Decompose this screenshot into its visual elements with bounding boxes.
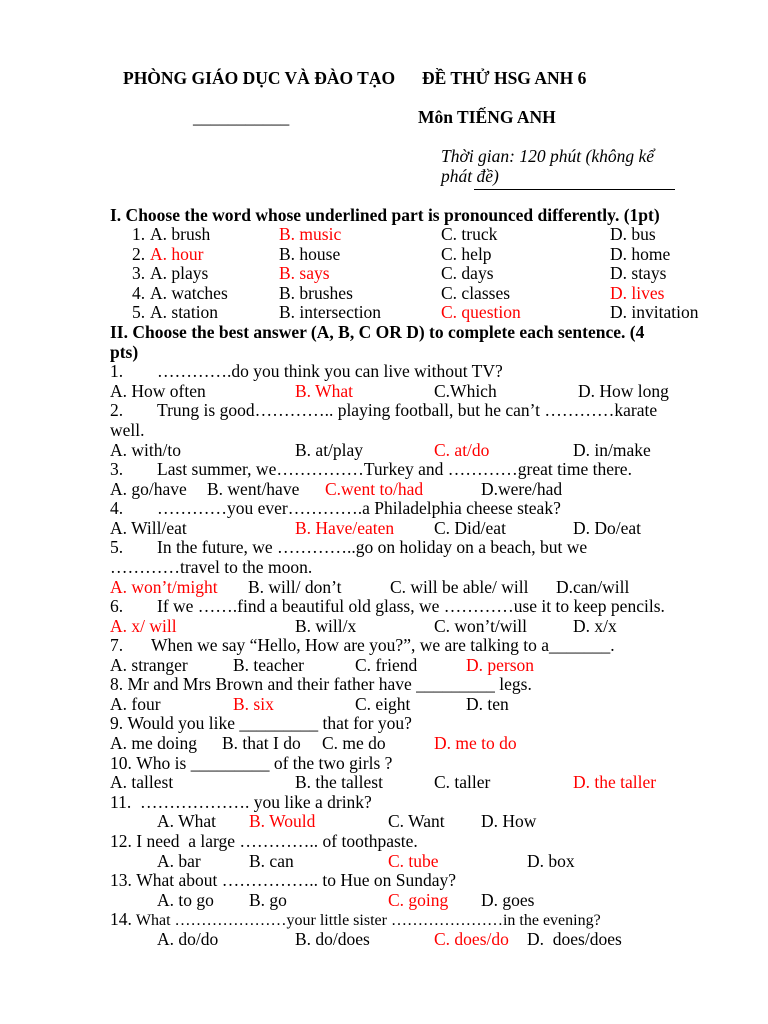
option-d: D. x/x [573,616,617,636]
option-d: D. me to do [434,733,517,753]
section-1-title: I. Choose the word whose underlined part is pronounced differently. (1pt) [110,205,660,225]
question-line [110,870,456,890]
question-number: 5. [132,302,146,322]
option-c: C. Did/eat [434,518,506,538]
option-a: A. do/do [157,929,219,949]
question-stem: Trung is good………….. playing football, but he can’t …………karate [157,400,658,420]
option-b: B. at/play [295,440,364,460]
question-line [110,674,532,694]
question-stem: Who is _________ of the two girls ? [136,753,393,773]
option-d: D. invitation [610,302,699,322]
option-b: B. teacher [233,655,304,675]
option-c: C. going [388,890,449,910]
underline-rule [474,189,675,190]
option-c: C.Which [434,381,497,401]
time-limit-line-2: phát đề) [441,166,499,186]
question-number: 10. [110,753,132,773]
question-stem: When we say “Hello, How are you?”, we are talking to a_______. [151,635,615,655]
question-number: 7. [110,635,124,655]
option-a: A. Will/eat [110,518,187,538]
question-line [110,753,392,773]
option-b: B. house [279,244,341,264]
option-d: D. lives [610,283,665,303]
question-line [110,909,601,931]
question-stem: …………you ever………….a Philadelphia cheese steak? [157,498,561,518]
option-c: C. will be able/ will [390,577,529,597]
question-number: 14. [110,909,132,929]
option-c: C. question [441,302,521,322]
exam-title: ĐỀ THỬ HSG ANH 6 [422,68,587,88]
option-c: C. days [441,263,494,283]
question-stem-continued: …………travel to the moon. [110,557,313,577]
option-a: A. brush [150,224,211,244]
option-a: A. with/to [110,440,181,460]
question-stem: Last summer, we……………Turkey and …………great time there. [157,459,632,479]
option-a: A. plays [150,263,209,283]
question-stem: I need a large ………….. of toothpaste. [136,831,418,851]
question-stem: ………………. you like a drink? [139,792,372,812]
question-number: 2. [110,400,124,420]
question-stem: ………….do you think you can live without TV? [157,361,503,381]
question-stem: Would you like _________ that for you? [127,713,412,733]
option-c: C. taller [434,772,491,792]
option-c: C. tube [388,851,439,871]
blank-line: ___________ [193,107,290,127]
option-b: B. Have/eaten [295,518,395,538]
option-a: A. to go [157,890,214,910]
option-a: A. watches [150,283,228,303]
option-b: B. will/x [295,616,357,636]
option-a: A. bar [157,851,201,871]
option-a: A. won’t/might [110,577,218,597]
option-c: C. friend [355,655,418,675]
question-line [110,713,412,733]
question-number: 9. [110,713,124,733]
option-a: A. four [110,694,161,714]
option-d: D. bus [610,224,656,244]
option-d: D. How [481,811,537,831]
question-number: 8. [110,674,124,694]
option-d: D. the taller [573,772,657,792]
option-a: A. How often [110,381,206,401]
question-stem: If we …….find a beautiful old glass, we …………use it to keep pencils. [157,596,665,616]
option-b: B. went/have [207,479,300,499]
option-c: C.went to/had [325,479,424,499]
option-b: B. brushes [279,283,353,303]
option-a: A. tallest [110,772,174,792]
question-number: 11. [110,792,132,812]
question-stem: What …………………your little sister …………………in the evening? [135,912,601,929]
question-number: 5. [110,537,124,557]
question-line [110,831,418,851]
option-d: D. in/make [573,440,651,460]
option-b: B. says [279,263,330,283]
option-c: C. truck [441,224,498,244]
option-d: D. home [610,244,671,264]
option-a: A. x/ will [110,616,177,636]
time-limit-line-1: Thời gian: 120 phút (không kể [441,146,654,166]
question-stem: In the future, we …………..go on holiday on a beach, but we [157,537,588,557]
question-number: 3. [132,263,146,283]
option-d: D. How long [578,381,669,401]
option-b: B. intersection [279,302,382,322]
option-c: C. does/do [434,929,509,949]
option-d: D.were/had [481,479,563,499]
option-c: C. help [441,244,492,264]
question-stem: What about …………….. to Hue on Sunday? [136,870,457,890]
question-number: 13. [110,870,132,890]
question-number: 1. [132,224,146,244]
option-c: C. Want [388,811,445,831]
option-b: B. go [249,890,287,910]
option-c: C. at/do [434,440,490,460]
question-number: 4. [110,498,124,518]
option-c: C. classes [441,283,511,303]
option-b: B. will/ don’t [248,577,342,597]
department-name: PHÒNG GIÁO DỤC VÀ ĐÀO TẠO [123,68,396,88]
question-number: 6. [110,596,124,616]
option-b: B. six [233,694,274,714]
section-2-title: II. Choose the best answer (A, B, C OR D) to complete each sentence. (4 [110,322,645,342]
option-d: D.can/will [556,577,630,597]
option-d: D. Do/eat [573,518,642,538]
option-a: A. me doing [110,733,198,753]
option-d: D. does/does [527,929,622,949]
option-d: D. stays [610,263,667,283]
question-number: 4. [132,283,146,303]
option-d: D. ten [466,694,509,714]
option-a: A. go/have [110,479,187,499]
option-a: A. What [157,811,216,831]
option-c: C. me do [322,733,386,753]
question-number: 2. [132,244,146,264]
question-stem: Mr and Mrs Brown and their father have _________ legs. [127,674,532,694]
question-line [110,792,372,812]
option-b: B. can [249,851,294,871]
option-b: B. music [279,224,342,244]
option-c: C. won’t/will [434,616,528,636]
question-number: 12. [110,831,132,851]
option-b: B. the tallest [295,772,383,792]
option-d: D. person [466,655,535,675]
option-b: B. What [295,381,354,401]
option-b: B. do/does [295,929,370,949]
question-number: 3. [110,459,124,479]
option-a: A. station [150,302,219,322]
question-number: 1. [110,361,124,381]
option-d: D. box [527,851,575,871]
option-b: B. Would [249,811,316,831]
option-a: A. hour [150,244,204,264]
option-a: A. stranger [110,655,188,675]
option-c: C. eight [355,694,411,714]
subject-title: Môn TIẾNG ANH [418,107,556,127]
option-d: D. goes [481,890,535,910]
question-stem-continued: well. [110,420,145,440]
section-2-title-continued: pts) [110,342,139,362]
option-b: B. that I do [222,733,301,753]
